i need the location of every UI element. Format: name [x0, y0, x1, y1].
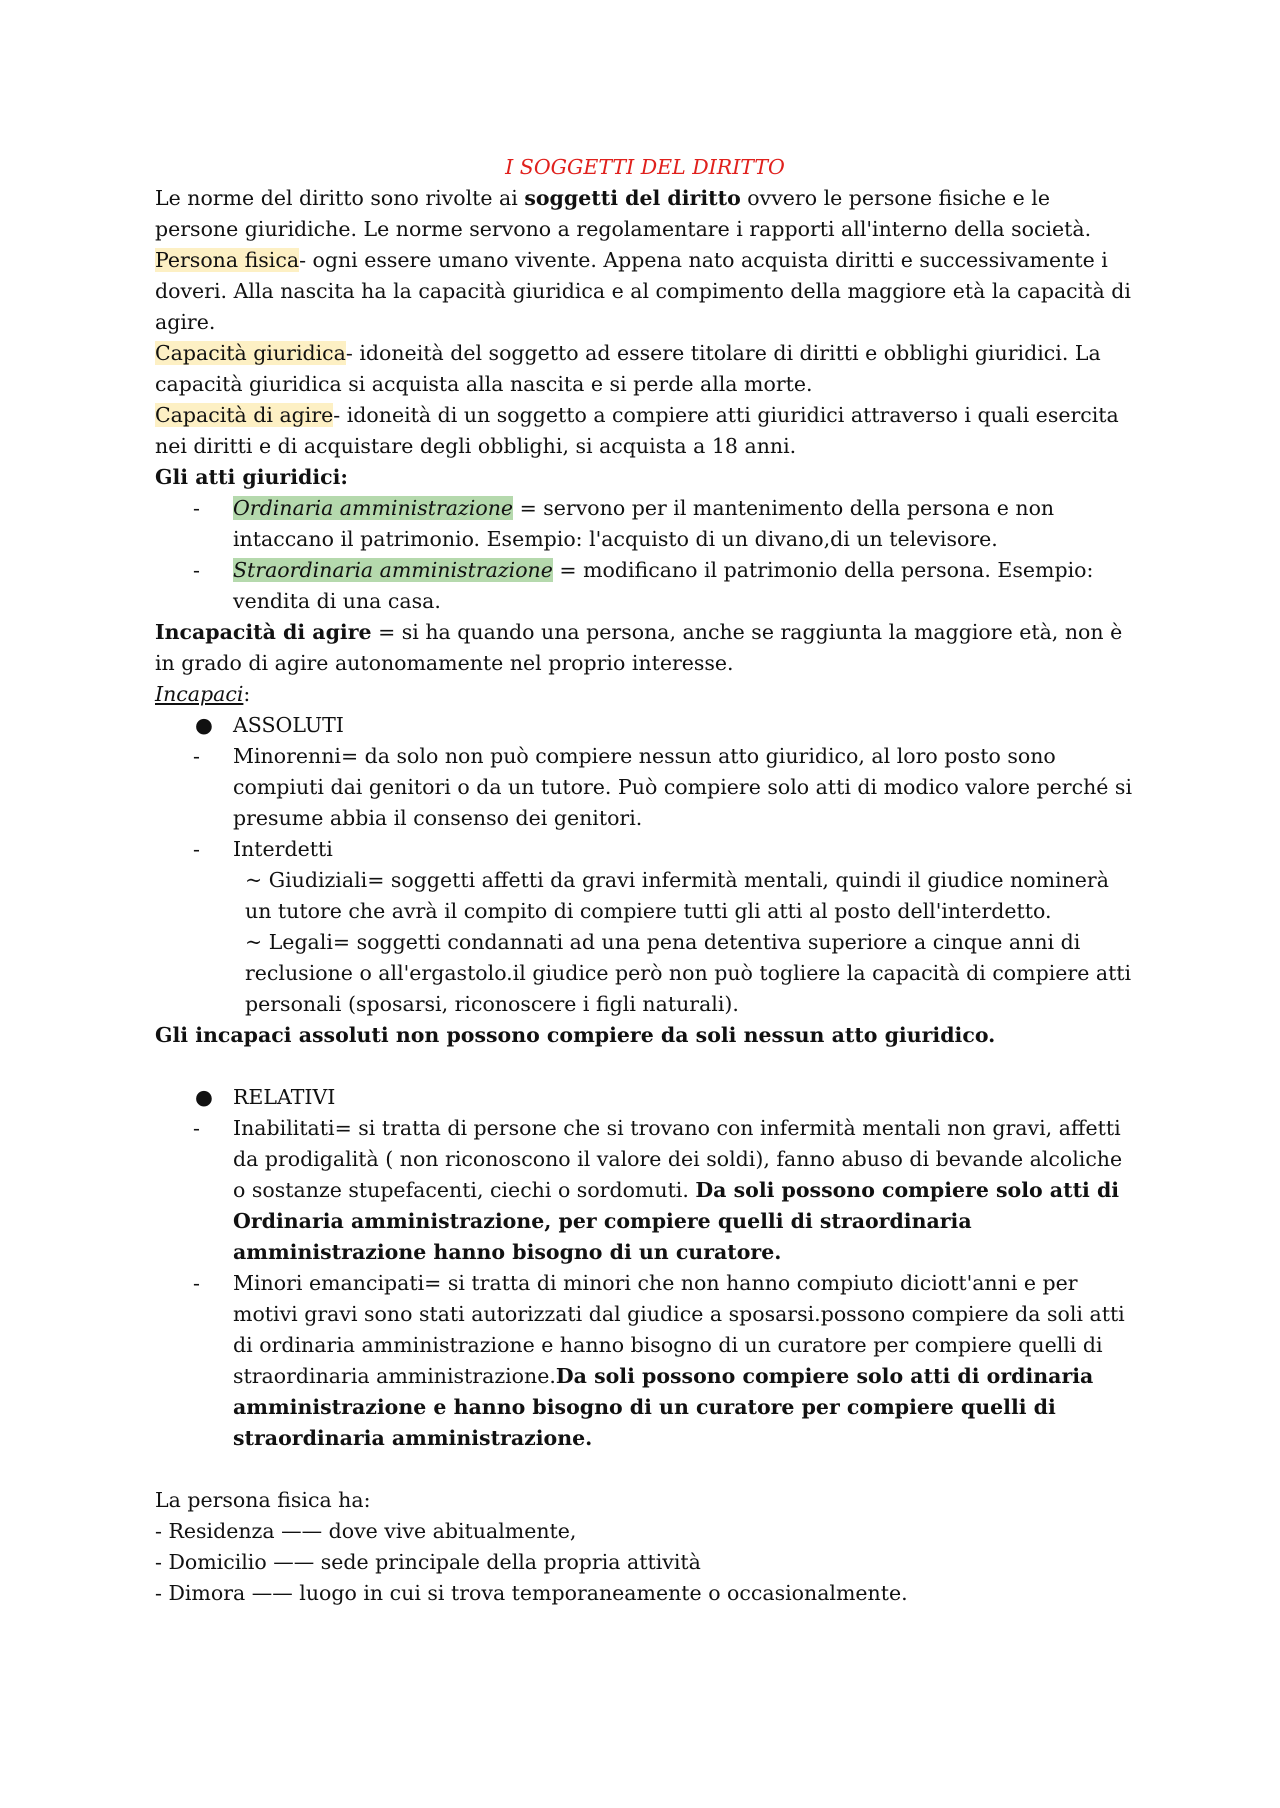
- capacita-giuridica-paragraph: [155, 338, 1135, 400]
- assoluti-label: ASSOLUTI: [233, 713, 344, 737]
- dash-marker: -: [193, 1116, 200, 1140]
- dash-marker: -: [193, 496, 200, 520]
- capacita-giuridica-text: - idoneità del soggetto ad essere titolare di diritti e obblighi giuridici. La capacità giuridica si acquista alla nascita e si perde alla morte.: [155, 341, 1101, 396]
- list-item-interdetti: [155, 834, 1135, 865]
- ordinaria-text: = servono per il mantenimento della persona e non intaccano il patrimonio. Esempio: l'acquisto di un divano,di un televisore.: [233, 496, 1055, 551]
- assoluti-conclusion-text: Gli incapaci assoluti non possono compiere da soli nessun atto giuridico.: [155, 1023, 996, 1047]
- spacer: [155, 1051, 1135, 1082]
- spacer: [155, 1454, 1135, 1485]
- inabilitati-text: Inabilitati= si tratta di persone che si trovano con infermità mentali non gravi, affetti da prodigalità ( non riconoscono il valore dei soldi), fanno abuso di bevande alcoliche o sostanze stupefacenti, ciechi o sordomuti.: [233, 1116, 1123, 1202]
- capacita-giuridica-term: Capacità giuridica: [155, 341, 346, 365]
- intro-paragraph: [155, 183, 1135, 245]
- minorenni-text: Minorenni= da solo non può compiere nessun atto giuridico, al loro posto sono compiuti dai genitori o da un tutore. Può compiere solo atti di modico valore perché si presume abbia il consenso dei genitori.: [233, 744, 1132, 830]
- relativi-label: RELATIVI: [233, 1085, 336, 1109]
- legali-paragraph: [155, 927, 1135, 1020]
- giudiziali-paragraph: [155, 865, 1135, 927]
- emancipati-text: Minori emancipati= si tratta di minori che non hanno compiuto diciott'anni e per motivi gravi sono stati autorizzati dal giudice a sposarsi.possono compiere da soli atti di ordinaria amministrazione e hanno bisogno di un curatore per compiere quelli di straordinaria amministrazione.: [233, 1271, 1125, 1388]
- bullet-icon: ●: [195, 1085, 213, 1109]
- dash-marker: -: [193, 837, 200, 861]
- atti-heading-text: Gli atti giuridici:: [155, 465, 348, 489]
- list-item-straordinaria: [155, 555, 1135, 617]
- list-item-emancipati: [155, 1268, 1135, 1454]
- capacita-agire-text: - idoneità di un soggetto a compiere atti giuridici attraverso i quali esercita nei diritti e di acquistare degli obblighi, si acquista a 18 anni.: [155, 403, 1119, 458]
- persona-fisica-ha-heading: La persona fisica ha:: [155, 1488, 371, 1512]
- incapaci-colon: :: [243, 682, 251, 706]
- assoluti-heading: [155, 710, 1135, 741]
- dash-marker: -: [193, 1271, 200, 1295]
- document-body: [155, 152, 1135, 1609]
- incapacita-paragraph: [155, 617, 1135, 679]
- interdetti-text: Interdetti: [233, 837, 333, 861]
- emancipati-bold: Da soli possono compiere solo atti di ordinaria amministrazione e hanno bisogno di un curatore per compiere quelli di straordinaria amministrazione.: [233, 1364, 1094, 1450]
- capacita-agire-paragraph: [155, 400, 1135, 462]
- list-item-minorenni: [155, 741, 1135, 834]
- incapaci-label: [155, 679, 1135, 710]
- incapacita-term: Incapacità di agire: [155, 620, 372, 644]
- dimora-line: - Dimora —— luogo in cui si trova temporaneamente o occasionalmente.: [155, 1581, 908, 1605]
- bullet-icon: ●: [195, 713, 213, 737]
- capacita-agire-term: Capacità di agire: [155, 403, 334, 427]
- list-item-ordinaria: [155, 493, 1135, 555]
- domicilio-line: - Domicilio —— sede principale della propria attività: [155, 1550, 701, 1574]
- persona-fisica-paragraph: [155, 245, 1135, 338]
- straordinaria-text: = modificano il patrimonio della persona. Esempio: vendita di una casa.: [233, 558, 1094, 613]
- list-item-inabilitati: [155, 1113, 1135, 1268]
- relativi-heading: [155, 1082, 1135, 1113]
- legali-text: ~ Legali= soggetti condannati ad una pena detentiva superiore a cinque anni di reclusione o all'ergastolo.il giudice però non può togliere la capacità di compiere atti personali (sposarsi, riconoscere i figli naturali).: [245, 930, 1132, 1016]
- assoluti-conclusion: [155, 1020, 1135, 1051]
- intro-text-end: ovvero le persone fisiche e le persone giuridiche. Le norme servono a regolamentare i rapporti all'interno della società.: [155, 186, 1092, 241]
- page-title: I SOGGETTI DEL DIRITTO: [505, 155, 785, 179]
- atti-heading: [155, 462, 1135, 493]
- incapacita-text: = si ha quando una persona, anche se raggiunta la maggiore età, non è in grado di agire autonomamente nel proprio interesse.: [155, 620, 1123, 675]
- persona-fisica-text: - ogni essere umano vivente. Appena nato acquista diritti e successivamente i doveri. Alla nascita ha la capacità giuridica e al compimento della maggiore età la capacità di agire.: [155, 248, 1131, 334]
- incapaci-label-text: Incapaci: [155, 682, 244, 706]
- persona-fisica-term: Persona fisica: [155, 248, 300, 272]
- ordinaria-term: Ordinaria amministrazione: [233, 496, 514, 520]
- intro-bold: soggetti del diritto: [524, 186, 741, 210]
- inabilitati-bold: Da soli possono compiere solo atti di Ordinaria amministrazione, per compiere quelli di straordinaria amministrazione hanno bisogno di un curatore.: [233, 1178, 1120, 1264]
- intro-text: Le norme del diritto sono rivolte ai: [155, 186, 525, 210]
- dash-marker: -: [193, 558, 200, 582]
- straordinaria-term: Straordinaria amministrazione: [233, 558, 553, 582]
- dash-marker: -: [193, 744, 200, 768]
- residenza-line: - Residenza —— dove vive abitualmente,: [155, 1519, 577, 1543]
- giudiziali-text: ~ Giudiziali= soggetti affetti da gravi infermità mentali, quindi il giudice nominerà un tutore che avrà il compito di compiere tutti gli atti al posto dell'interdetto.: [245, 868, 1109, 923]
